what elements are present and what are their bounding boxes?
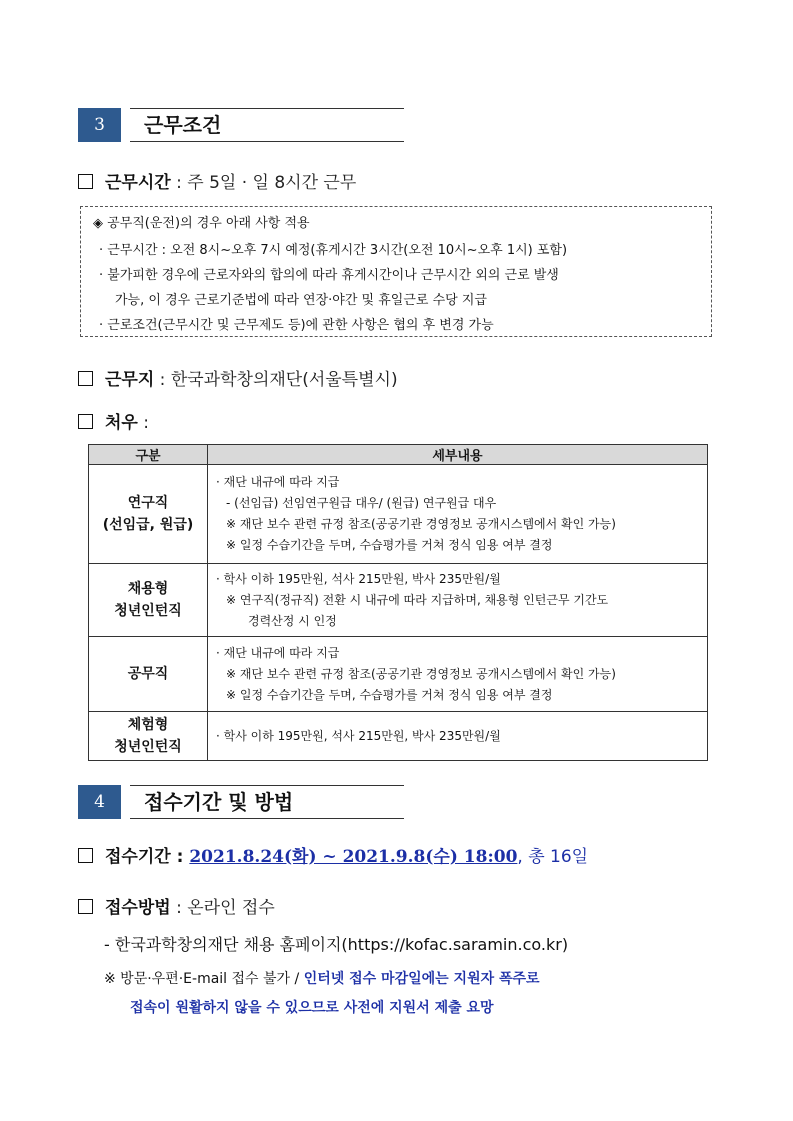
workplace-sep: : <box>154 370 171 390</box>
detail-line: · 학사 이하 195만원, 석사 215만원, 박사 235만원/월 <box>216 571 501 586</box>
section-number: 4 <box>78 785 121 819</box>
table-cell-category <box>89 637 208 712</box>
method-sub-line: - 한국과학창의재단 채용 홈페이지(https://kofac.saramin.co.kr) <box>104 935 569 954</box>
warning-highlight: 접속이 원활하지 않을 수 있으므로 사전에 지원서 제출 요망 <box>130 1000 494 1016</box>
treatment-line <box>78 408 149 433</box>
warning-prefix: ※ 방문·우편·E-mail 접수 불가 / <box>104 971 304 987</box>
detail-line: - (선임급) 선임연구원급 대우/ (원급) 연구원급 대우 <box>226 496 497 510</box>
category-line: (선임급, 원급) <box>102 517 194 533</box>
table-row <box>89 564 708 637</box>
category-line: 청년인턴직 <box>114 739 182 755</box>
checkbox-square-icon <box>78 371 93 386</box>
checkbox-square-icon <box>78 414 93 429</box>
checkbox-square-icon <box>78 174 93 189</box>
checkbox-square-icon <box>78 848 93 863</box>
detail-line: · 학사 이하 195만원, 석사 215만원, 박사 235만원/월 <box>216 728 501 743</box>
method-label: 접수방법 <box>105 898 171 918</box>
table-cell-details <box>208 465 708 564</box>
period-label: 접수기간 <box>105 847 171 867</box>
table-cell-category <box>89 712 208 761</box>
notes-box <box>80 206 712 337</box>
workplace-label: 근무지 <box>105 370 155 390</box>
treatment-label: 처우 <box>105 413 138 433</box>
detail-line: ※ 일정 수습기간을 두며, 수습평가를 거쳐 정식 임용 여부 결정 <box>226 538 553 552</box>
section-title: 접수기간 및 방법 <box>144 790 294 814</box>
category-line: 연구직 <box>127 495 169 511</box>
workplace-value: 한국과학창의재단(서울특별시) <box>170 370 398 390</box>
notes-line: · 근로조건(근무시간 및 근무제도 등)에 관한 사항은 협의 후 변경 가능 <box>99 318 494 333</box>
table-header: 구분 <box>89 445 208 465</box>
section-title: 근무조건 <box>144 113 222 137</box>
table-header: 세부내용 <box>208 445 708 465</box>
notes-line: 가능, 이 경우 근로기준법에 따라 연장·야간 및 휴일근로 수당 지급 <box>115 293 487 308</box>
section-3-heading <box>78 108 404 142</box>
table-header-row <box>89 445 708 465</box>
treatment-table <box>88 444 708 761</box>
work-hours-sep: : <box>170 173 188 193</box>
period-suffix: , 총 16일 <box>517 847 589 867</box>
work-hours-label: 근무시간 <box>105 173 171 193</box>
warning-highlight: 인터넷 접수 마감일에는 지원자 폭주로 <box>303 971 540 987</box>
notes-header: ◈ 공무직(운전)의 경우 아래 사항 적용 <box>93 216 310 231</box>
notes-line: · 근무시간 : 오전 8시~오후 7시 예정(휴게시간 3시간(오전 10시~오후 1시) 포함) <box>99 243 568 258</box>
checkbox-square-icon <box>78 899 93 914</box>
period-sep: : <box>170 847 190 867</box>
table-row <box>89 637 708 712</box>
category-line: 공무직 <box>127 666 169 682</box>
detail-line: · 재단 내규에 따라 지급 <box>216 645 340 660</box>
detail-line: ※ 재단 보수 관련 규정 참조(공공기관 경영정보 공개시스템에서 확인 가능) <box>226 517 616 531</box>
table-row <box>89 465 708 564</box>
method-warning-line-1 <box>104 968 540 988</box>
detail-line: ※ 재단 보수 관련 규정 참조(공공기관 경영정보 공개시스템에서 확인 가능) <box>226 666 616 681</box>
table-row <box>89 712 708 761</box>
treatment-sep: : <box>137 413 149 433</box>
period-value: 2021.8.24(화) ~ 2021.9.8(수) 18:00 <box>189 847 518 867</box>
detail-line: · 재단 내규에 따라 지급 <box>216 475 340 489</box>
work-hours-value: 주 5일 · 일 8시간 근무 <box>187 173 357 193</box>
notes-line: · 불가피한 경우에 근로자와의 합의에 따라 휴게시간이나 근무시간 외의 근로 발생 <box>99 268 559 283</box>
workplace-line <box>78 365 398 390</box>
detail-line: ※ 일정 수습기간을 두며, 수습평가를 거쳐 정식 임용 여부 결정 <box>226 687 553 702</box>
method-line <box>78 893 275 918</box>
work-hours-line <box>78 168 356 193</box>
table-cell-details <box>208 637 708 712</box>
detail-line: ※ 연구직(정규직) 전환 시 내규에 따라 지급하며, 채용형 인턴근무 기간도 <box>226 592 609 607</box>
period-line <box>78 842 588 867</box>
method-value: 온라인 접수 <box>187 898 275 918</box>
category-line: 청년인턴직 <box>114 603 182 619</box>
table-cell-category <box>89 564 208 637</box>
table-cell-details <box>208 712 708 761</box>
category-line: 체험형 <box>127 717 169 733</box>
section-4-heading <box>78 785 404 819</box>
table-cell-category <box>89 465 208 564</box>
method-sep: : <box>170 898 188 918</box>
category-line: 채용형 <box>127 581 169 597</box>
table-cell-details <box>208 564 708 637</box>
detail-line: 경력산정 시 인정 <box>248 613 337 628</box>
method-warning-line-2 <box>130 997 494 1017</box>
section-number: 3 <box>78 108 121 142</box>
